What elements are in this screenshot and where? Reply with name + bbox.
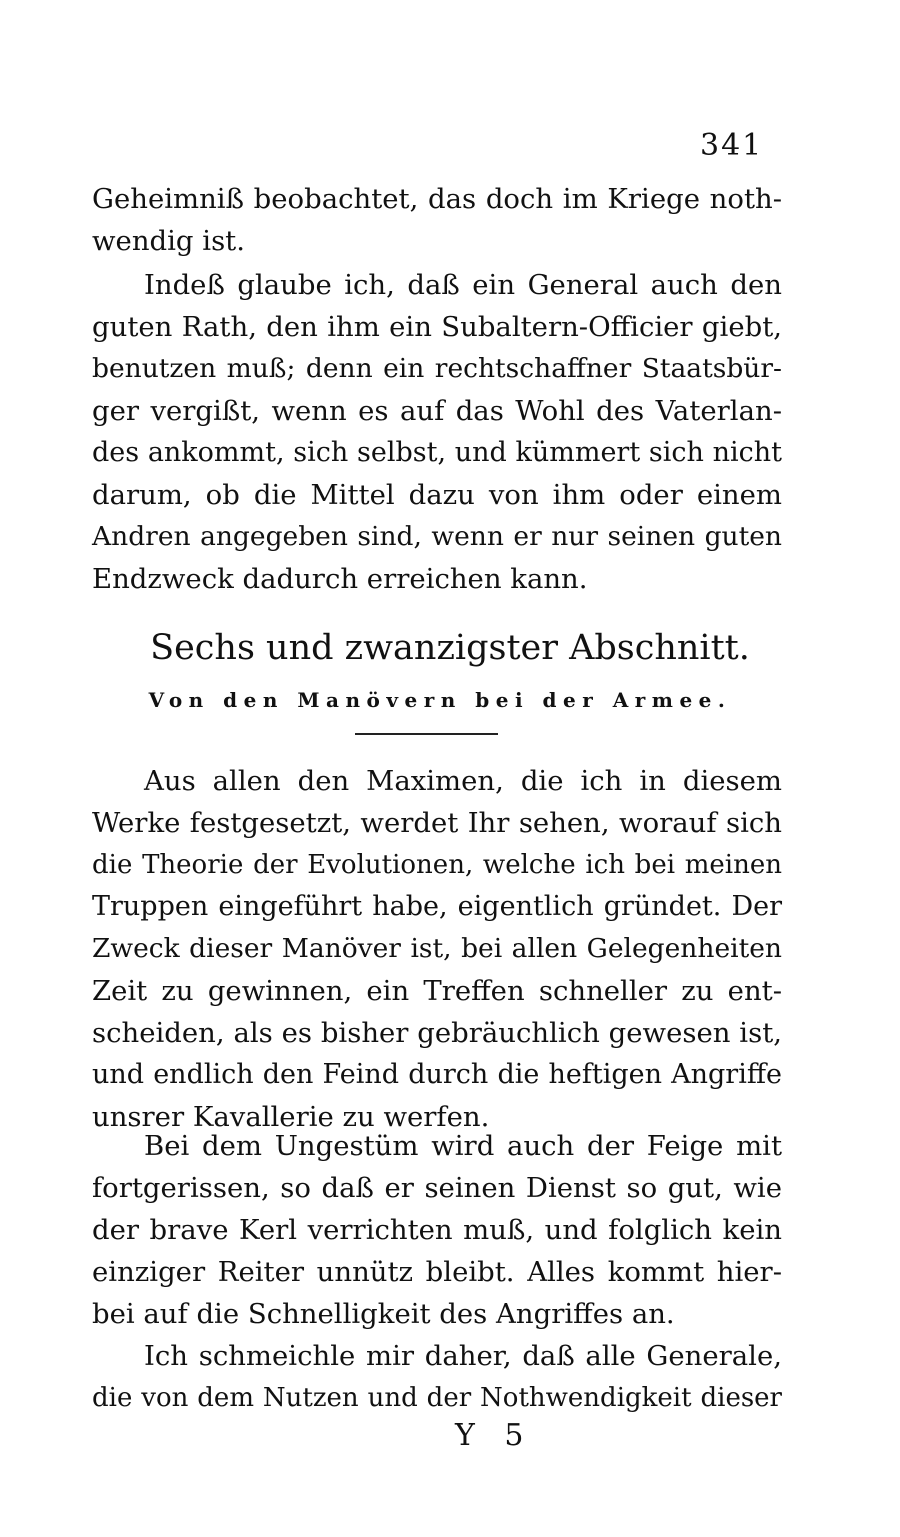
text-line: die von dem Nutzen und der Nothwendigkeit dieser xyxy=(92,1383,782,1413)
text-line: bei auf die Schnelligkeit des Angriffes an. xyxy=(92,1298,675,1330)
text-line: guten Rath, den ihm ein Subaltern-Officier giebt, xyxy=(92,311,782,343)
text-line: Zweck dieser Manöver ist, bei allen Gelegenheiten xyxy=(92,933,782,964)
text-line: einziger Reiter unnütz bleibt. Alles kommt hier- xyxy=(92,1256,782,1288)
paragraph-1 xyxy=(92,178,782,262)
text-line: Aus allen den Maximen, die ich in diesem xyxy=(144,765,782,797)
text-line: ger vergißt, wenn es auf das Wohl des Vaterlan- xyxy=(92,395,782,427)
text-line: Bei dem Ungestüm wird auch der Feige mit xyxy=(144,1130,782,1162)
paragraph-4 xyxy=(92,1125,782,1335)
text-line: Endzweck dadurch erreichen kann. xyxy=(92,563,588,595)
text-line: Indeß glaube ich, daß ein General auch den xyxy=(144,269,782,301)
text-line: darum, ob die Mittel dazu von ihm oder einem xyxy=(92,479,782,511)
text-line: fortgerissen, so daß er seinen Dienst so gut, wie xyxy=(92,1172,782,1204)
section-subheading: Von den Manövern bei der Armee. xyxy=(148,688,732,712)
page-number: 341 xyxy=(700,128,764,163)
text-line: Truppen eingeführt habe, eigentlich gründet. Der xyxy=(92,891,782,922)
text-line: Geheimniß beobachtet, das doch im Kriege noth- xyxy=(92,183,782,215)
text-line: unsrer Kavallerie zu werfen. xyxy=(92,1101,490,1133)
text-line: Ich schmeichle mir daher, daß alle Generale, xyxy=(144,1340,782,1372)
text-line: scheiden, als es bisher gebräuchlich gewesen ist, xyxy=(92,1017,782,1049)
paragraph-3 xyxy=(92,760,782,1138)
text-line: Andren angegeben sind, wenn er nur seinen guten xyxy=(92,521,782,552)
text-line: Zeit zu gewinnen, ein Treffen schneller zu ent- xyxy=(92,975,782,1007)
paragraph-5 xyxy=(92,1335,782,1419)
text-line: des ankommt, sich selbst, und kümmert sich nicht xyxy=(92,437,782,468)
text-line: und endlich den Feind durch die heftigen Angriffe xyxy=(92,1059,782,1090)
text-line: benutzen muß; denn ein rechtschaffner Staatsbür- xyxy=(92,353,782,384)
section-heading: Sechs und zwanzigster Abschnitt. xyxy=(150,628,750,668)
text-line: die Theorie der Evolutionen, welche ich bei meinen xyxy=(92,850,782,880)
text-line: wendig ist. xyxy=(92,225,245,257)
section-divider xyxy=(355,733,498,735)
text-line: der brave Kerl verrichten muß, und folglich kein xyxy=(92,1214,782,1246)
printer-signature: Y 5 xyxy=(455,1418,534,1453)
text-line: Werke festgesetzt, werdet Ihr sehen, worauf sich xyxy=(92,807,782,839)
paragraph-2 xyxy=(92,264,782,600)
